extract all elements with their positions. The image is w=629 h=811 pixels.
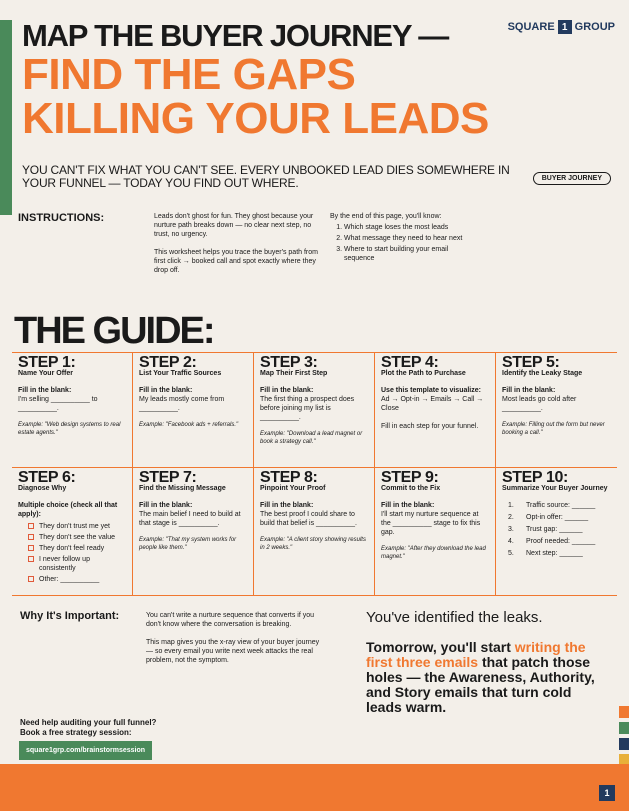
- checkbox-icon[interactable]: [28, 545, 34, 551]
- step-text: Most leads go cold after __________.: [502, 396, 577, 412]
- step-card: [12, 468, 133, 596]
- instructions-label: INSTRUCTIONS:: [18, 212, 105, 224]
- step-number: STEP 1:: [18, 354, 76, 371]
- why-text: [146, 611, 326, 674]
- page-subtitle: YOU CAN'T FIX WHAT YOU CAN'T SEE. EVERY UNBOOKED LEAD DIES SOMEWHERE IN YOUR FUNNEL — TODAY YOU FIND OUT WHERE.: [22, 163, 510, 190]
- step-card: [12, 353, 133, 468]
- tomorrow-text: Tomorrow, you'll start writing the first three emails that patch those holes — the Awareness, Authority, and Story emails that turn cold leads warm.: [366, 639, 595, 715]
- strategy-session-link[interactable]: square1grp.com/brainstormsession: [19, 741, 152, 760]
- summary-item: 4. Proof needed: ______: [508, 538, 596, 545]
- step-prompt: Fill in the blank:: [260, 387, 314, 394]
- step-example: Example: "That my system works for people like them.": [139, 537, 237, 551]
- outcome-item: 2. What message they need to hear next: [344, 234, 480, 243]
- checkbox-list: [18, 522, 126, 584]
- steps-grid: [12, 352, 617, 596]
- step-prompt: Fill in the blank:: [502, 387, 556, 394]
- step-example: Example: "A client story showing results in 2 weeks.": [260, 537, 366, 551]
- check-option[interactable]: I never follow up consistently: [18, 555, 126, 573]
- step-prompt: Fill in the blank:: [139, 502, 193, 509]
- step-name: Commit to the Fix: [381, 485, 441, 492]
- logo-left: SQUARE: [507, 21, 555, 33]
- footer-bar: [0, 764, 629, 811]
- outcome-item: 1. Which stage loses the most leads: [344, 223, 480, 232]
- instructions-text: [154, 212, 319, 284]
- step-prompt: Fill in the blank:: [139, 387, 193, 394]
- title-line-2: FIND THE GAPS: [22, 50, 356, 99]
- step-number: STEP 8:: [260, 469, 318, 486]
- instructions-para-1: Leads don't ghost for fun. They ghost because your nurture path breaks down — no clear next step, no trust, no urgency.: [154, 213, 314, 238]
- page-logo-icon: 1: [599, 785, 615, 801]
- checkbox-icon[interactable]: [28, 556, 34, 562]
- title-line-3: KILLING YOUR LEADS: [22, 94, 489, 143]
- guide-title: THE GUIDE:: [14, 310, 214, 352]
- step-text: The main belief I need to build at that stage is __________.: [139, 511, 241, 527]
- step-name: Map Their First Step: [260, 370, 328, 377]
- accent-bar: [0, 20, 12, 215]
- step-number: STEP 6:: [18, 469, 76, 486]
- step-number: STEP 9:: [381, 469, 439, 486]
- why-para-1: You can't write a nurture sequence that converts if you don't know where the conversation is breaking.: [146, 612, 315, 628]
- decor-square: [619, 706, 629, 718]
- step-prompt: Multiple choice (check all that apply):: [18, 502, 118, 518]
- step-example: Example: Filling out the form but never booking a call.": [502, 422, 605, 436]
- step-prompt: Use this template to visualize:: [381, 387, 481, 394]
- step-example: Example: "Web design systems to real estate agents.": [18, 422, 121, 436]
- step-example: Example: "After they download the lead magnet.": [381, 546, 486, 560]
- step-card: [496, 468, 617, 596]
- check-option[interactable]: They don't feel ready: [18, 544, 126, 553]
- check-option[interactable]: Other: __________: [18, 575, 126, 584]
- summary-list: [508, 501, 611, 558]
- step-name: Diagnose Why: [18, 485, 67, 492]
- step-number: STEP 3:: [260, 354, 318, 371]
- summary-item: 3. Trust gap: ______: [508, 526, 583, 533]
- step-prompt: Fill in the blank:: [18, 387, 72, 394]
- step-number: STEP 4:: [381, 354, 439, 371]
- step-example: Example: "Facebook ads + referrals.": [139, 422, 239, 428]
- step-card: [375, 353, 496, 468]
- help-text: Need help auditing your full funnel? Book a free strategy session:: [20, 718, 157, 737]
- why-label: Why It's Important:: [20, 610, 120, 622]
- step-text: The first thing a prospect does before joining my list is __________.: [260, 396, 355, 421]
- step-name: Name Your Offer: [18, 370, 73, 377]
- step-card: [496, 353, 617, 468]
- summary-item: 2. Opt-in offer: ______: [508, 514, 589, 521]
- step-name: List Your Traffic Sources: [139, 370, 222, 377]
- step-name: Find the Missing Message: [139, 485, 226, 492]
- step-number: STEP 2:: [139, 354, 197, 371]
- checkbox-icon[interactable]: [28, 523, 34, 529]
- step-name: Identify the Leaky Stage: [502, 370, 583, 377]
- decor-square: [619, 738, 629, 750]
- step-example: Example: "Download a lead magnet or book a strategy call.": [260, 431, 363, 445]
- checkbox-icon[interactable]: [28, 576, 34, 582]
- step-card: [254, 468, 375, 596]
- step-name: Pinpoint Your Proof: [260, 485, 326, 492]
- step-text: Ad → Opt-in → Emails → Call → Close: [381, 396, 484, 412]
- step-text: I'll start my nurture sequence at the __________ stage to fix this gap.: [381, 511, 481, 536]
- instructions-para-2: This worksheet helps you trace the buyer's path from first click → booked call and spot exactly where they drop off.: [154, 249, 318, 274]
- step-card: [375, 468, 496, 596]
- step-card: [133, 468, 254, 596]
- check-option[interactable]: They don't trust me yet: [18, 522, 126, 531]
- topic-badge: BUYER JOURNEY: [533, 172, 611, 185]
- step-name: Summarize Your Buyer Journey: [502, 485, 608, 492]
- step-text: I'm selling __________ to __________.: [18, 396, 98, 412]
- outcome-item: 3. Where to start building your email sequence: [344, 245, 480, 263]
- leaks-heading: You've identified the leaks.: [366, 609, 543, 626]
- instructions-outcomes: [330, 212, 480, 265]
- decor-square: [619, 722, 629, 734]
- summary-item: 1. Traffic source: ______: [508, 502, 596, 509]
- decor-squares: [619, 706, 629, 770]
- why-para-2: This map gives you the x-ray view of your buyer journey — so every email you write next week attacks the real problem, not the symptom.: [146, 639, 320, 664]
- step-number: STEP 7:: [139, 469, 197, 486]
- brand-logo: [508, 20, 615, 34]
- step-text: The best proof I could share to build that belief is __________.: [260, 511, 357, 527]
- step-card: [254, 353, 375, 468]
- title-line-1: MAP THE BUYER JOURNEY —: [22, 18, 449, 53]
- step-extra: Fill in each step for your funnel.: [381, 423, 479, 430]
- outcomes-intro: By the end of this page, you'll know:: [330, 213, 442, 220]
- summary-item: 5. Next step: ______: [508, 550, 583, 557]
- step-number: STEP 10:: [502, 469, 568, 486]
- logo-right: GROUP: [574, 21, 615, 33]
- step-number: STEP 5:: [502, 354, 560, 371]
- check-option[interactable]: They don't see the value: [18, 533, 126, 542]
- logo-mark-icon: 1: [558, 20, 572, 34]
- step-prompt: Fill in the blank:: [381, 502, 435, 509]
- step-card: [133, 353, 254, 468]
- step-name: Plot the Path to Purchase: [381, 370, 466, 377]
- title-highlight: [22, 50, 489, 143]
- tomorrow-highlight: writing the first three emails: [366, 639, 586, 670]
- step-prompt: Fill in the blank:: [260, 502, 314, 509]
- checkbox-icon[interactable]: [28, 534, 34, 540]
- step-text: My leads mostly come from __________.: [139, 396, 225, 412]
